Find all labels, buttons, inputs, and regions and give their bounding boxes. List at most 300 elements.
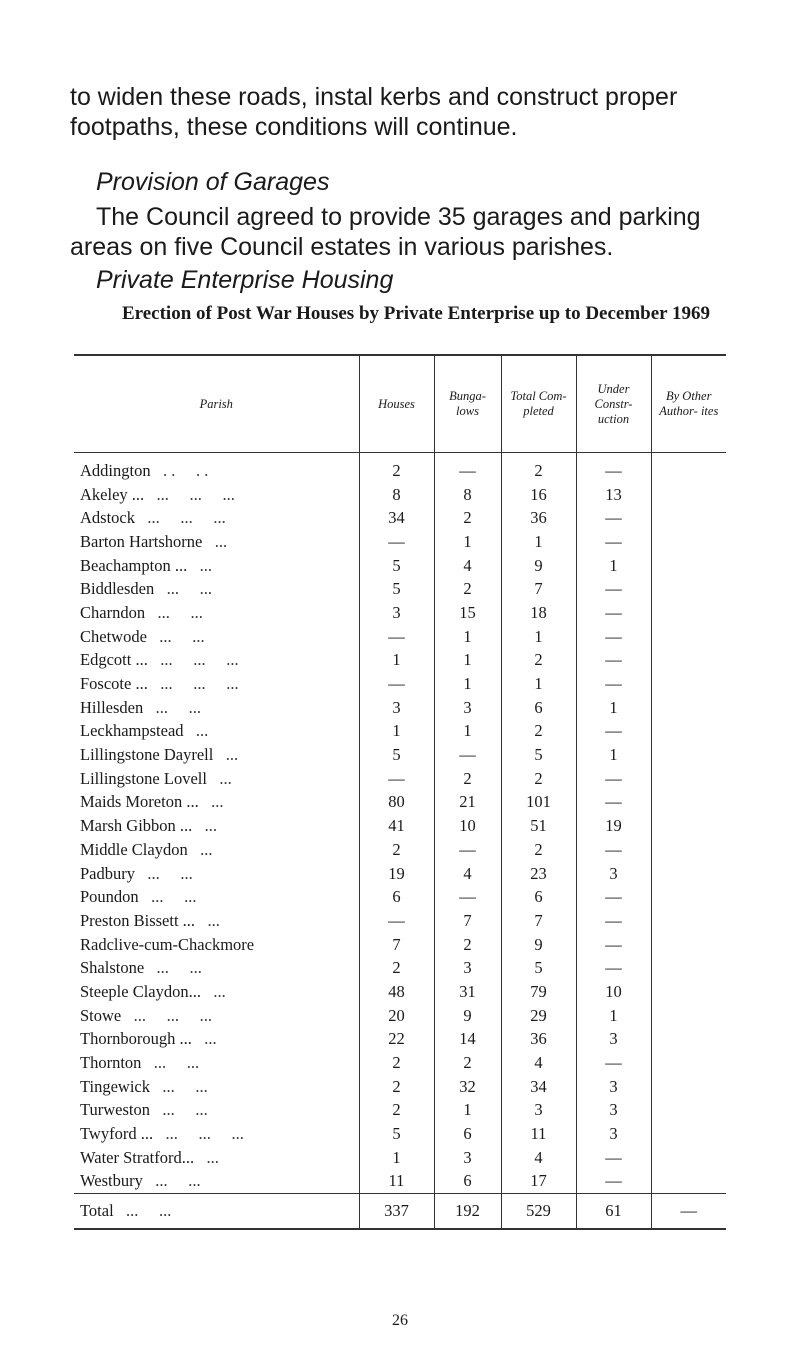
table-row bbox=[74, 791, 726, 815]
houses-cell: — bbox=[359, 909, 434, 933]
under-cell: — bbox=[576, 720, 651, 744]
under-cell: — bbox=[576, 885, 651, 909]
houses-cell: 5 bbox=[359, 554, 434, 578]
header-parish: Parish bbox=[74, 355, 359, 453]
houses-cell: 5 bbox=[359, 743, 434, 767]
table-row bbox=[74, 649, 726, 673]
under-cell: — bbox=[576, 838, 651, 862]
leader-dots: ... ... bbox=[126, 1201, 172, 1221]
other-cell bbox=[651, 1170, 726, 1194]
parish-name: Radclive-cum-Chackmore bbox=[80, 934, 255, 954]
total-cell: 2 bbox=[501, 453, 576, 483]
table-row bbox=[74, 1075, 726, 1099]
garages-heading: Provision of Garages bbox=[96, 168, 330, 196]
table-row bbox=[74, 625, 726, 649]
parish-cell bbox=[74, 453, 359, 483]
houses-cell: 7 bbox=[359, 933, 434, 957]
parish-cell bbox=[74, 1194, 359, 1230]
leader-dots: ... ... ... bbox=[133, 1005, 212, 1025]
bungalows-cell: 1 bbox=[434, 649, 501, 673]
parish-name: Total bbox=[80, 1201, 114, 1221]
table-header-row bbox=[74, 355, 726, 453]
parish-name: Steeple Claydon... bbox=[80, 981, 201, 1001]
leader-dots: ... bbox=[211, 792, 224, 812]
under-cell: — bbox=[576, 909, 651, 933]
leader-dots: ... ... bbox=[155, 697, 201, 717]
bungalows-cell: 2 bbox=[434, 577, 501, 601]
leader-dots: ... ... bbox=[166, 579, 212, 599]
garages-paragraph: The Council agreed to provide 35 garages and parking areas on five Council estates in various parishes. bbox=[70, 203, 701, 261]
total-cell: 3 bbox=[501, 1099, 576, 1123]
total-cell: 2 bbox=[501, 838, 576, 862]
bungalows-cell: 9 bbox=[434, 1004, 501, 1028]
parish-name: Lillingstone Dayrell bbox=[80, 745, 214, 765]
bungalows-cell: 4 bbox=[434, 554, 501, 578]
under-cell: — bbox=[576, 767, 651, 791]
under-cell: 3 bbox=[576, 1075, 651, 1099]
other-cell bbox=[651, 956, 726, 980]
parish-name: Biddlesden bbox=[80, 579, 155, 599]
houses-cell: — bbox=[359, 767, 434, 791]
leader-dots: ... ... ... bbox=[160, 650, 239, 670]
other-cell bbox=[651, 1075, 726, 1099]
parish-cell bbox=[74, 649, 359, 673]
parish-name: Chetwode bbox=[80, 626, 147, 646]
under-cell: 3 bbox=[576, 1099, 651, 1123]
parish-cell bbox=[74, 1122, 359, 1146]
table-row bbox=[74, 1051, 726, 1075]
other-cell bbox=[651, 1051, 726, 1075]
leader-dots: ... bbox=[225, 745, 239, 765]
houses-cell: 5 bbox=[359, 577, 434, 601]
bungalows-cell: 1 bbox=[434, 672, 501, 696]
leader-dots: ... bbox=[200, 839, 213, 859]
under-cell: 3 bbox=[576, 1028, 651, 1052]
parish-name: Maids Moreton ... bbox=[80, 792, 199, 812]
parish-name: Thornborough ... bbox=[80, 1029, 192, 1049]
bungalows-cell: 8 bbox=[434, 483, 501, 507]
table-row bbox=[74, 743, 726, 767]
parish-name: Lillingstone Lovell bbox=[80, 768, 207, 788]
other-cell bbox=[651, 453, 726, 483]
leader-dots: . . . . bbox=[162, 460, 209, 480]
parish-cell bbox=[74, 1075, 359, 1099]
total-cell: 2 bbox=[501, 649, 576, 673]
total-cell: 17 bbox=[501, 1170, 576, 1194]
parish-cell bbox=[74, 483, 359, 507]
leader-dots: ... ... ... bbox=[165, 1124, 244, 1144]
under-cell: 10 bbox=[576, 980, 651, 1004]
parish-name: Poundon bbox=[80, 887, 139, 907]
parish-name: Akeley ... bbox=[80, 484, 145, 504]
parish-cell bbox=[74, 720, 359, 744]
other-cell bbox=[651, 1004, 726, 1028]
total-row bbox=[74, 1194, 726, 1230]
leader-dots: ... ... bbox=[162, 1100, 208, 1120]
bungalows-cell: 1 bbox=[434, 1099, 501, 1123]
table-row bbox=[74, 554, 726, 578]
bungalows-cell: 2 bbox=[434, 767, 501, 791]
under-cell: — bbox=[576, 649, 651, 673]
leader-dots: ... ... bbox=[155, 1171, 201, 1191]
bungalows-cell: 21 bbox=[434, 791, 501, 815]
under-cell: 1 bbox=[576, 554, 651, 578]
parish-cell bbox=[74, 577, 359, 601]
table-row bbox=[74, 767, 726, 791]
under-cell: — bbox=[576, 577, 651, 601]
table-row bbox=[74, 1028, 726, 1052]
table-row bbox=[74, 814, 726, 838]
parish-name: Charndon bbox=[80, 602, 146, 622]
parish-cell bbox=[74, 1051, 359, 1075]
houses-cell: 11 bbox=[359, 1170, 434, 1194]
other-cell bbox=[651, 767, 726, 791]
houses-cell: 1 bbox=[359, 649, 434, 673]
leader-dots: ... ... bbox=[157, 602, 203, 622]
table-row bbox=[74, 956, 726, 980]
leader-dots: ... bbox=[214, 531, 228, 551]
houses-cell: 2 bbox=[359, 1075, 434, 1099]
total-cell: 11 bbox=[501, 1122, 576, 1146]
other-cell bbox=[651, 506, 726, 530]
under-cell: — bbox=[576, 530, 651, 554]
houses-cell: 2 bbox=[359, 956, 434, 980]
under-cell: 61 bbox=[576, 1194, 651, 1230]
table-row bbox=[74, 1170, 726, 1194]
total-cell: 36 bbox=[501, 506, 576, 530]
bungalows-cell: 3 bbox=[434, 956, 501, 980]
parish-cell bbox=[74, 625, 359, 649]
table-row bbox=[74, 696, 726, 720]
other-cell bbox=[651, 483, 726, 507]
under-cell: 3 bbox=[576, 862, 651, 886]
parish-name: Adstock bbox=[80, 508, 135, 528]
parish-name: Foscote ... bbox=[80, 674, 148, 694]
other-cell bbox=[651, 625, 726, 649]
parish-name: Middle Claydon bbox=[80, 839, 188, 859]
total-cell: 9 bbox=[501, 933, 576, 957]
other-cell bbox=[651, 530, 726, 554]
leader-dots: ... ... ... bbox=[160, 674, 239, 694]
total-cell: 79 bbox=[501, 980, 576, 1004]
header-houses: Houses bbox=[359, 355, 434, 453]
bungalows-cell: 3 bbox=[434, 1146, 501, 1170]
total-cell: 6 bbox=[501, 885, 576, 909]
houses-cell: 20 bbox=[359, 1004, 434, 1028]
table-row bbox=[74, 1146, 726, 1170]
leader-dots: ... bbox=[195, 721, 209, 741]
houses-cell: — bbox=[359, 625, 434, 649]
houses-cell: 34 bbox=[359, 506, 434, 530]
table-row bbox=[74, 1122, 726, 1146]
parish-cell bbox=[74, 1170, 359, 1194]
parish-name: Westbury bbox=[80, 1171, 143, 1191]
parish-cell bbox=[74, 506, 359, 530]
parish-cell bbox=[74, 696, 359, 720]
other-cell bbox=[651, 885, 726, 909]
parish-name: Water Stratford... bbox=[80, 1147, 195, 1167]
table-row bbox=[74, 862, 726, 886]
intro-paragraph: to widen these roads, instal kerbs and construct proper footpaths, these conditions will continue. bbox=[70, 83, 678, 141]
header-under-construction: Under Constr- uction bbox=[576, 355, 651, 453]
bungalows-cell: 6 bbox=[434, 1170, 501, 1194]
other-cell bbox=[651, 1028, 726, 1052]
total-cell: 1 bbox=[501, 625, 576, 649]
houses-cell: 48 bbox=[359, 980, 434, 1004]
total-cell: 4 bbox=[501, 1051, 576, 1075]
other-cell bbox=[651, 1146, 726, 1170]
other-cell bbox=[651, 554, 726, 578]
table-row bbox=[74, 483, 726, 507]
leader-dots: ... ... bbox=[156, 958, 202, 978]
total-cell: 2 bbox=[501, 767, 576, 791]
housing-heading: Private Enterprise Housing bbox=[96, 266, 394, 294]
total-cell: 2 bbox=[501, 720, 576, 744]
bungalows-cell: — bbox=[434, 885, 501, 909]
total-cell: 1 bbox=[501, 672, 576, 696]
parish-name: Barton Hartshorne bbox=[80, 531, 203, 551]
other-cell bbox=[651, 838, 726, 862]
houses-cell: 1 bbox=[359, 1146, 434, 1170]
parish-cell bbox=[74, 530, 359, 554]
houses-cell: 19 bbox=[359, 862, 434, 886]
housing-table bbox=[74, 354, 726, 1230]
total-cell: 5 bbox=[501, 956, 576, 980]
bungalows-cell: 14 bbox=[434, 1028, 501, 1052]
other-cell bbox=[651, 791, 726, 815]
total-cell: 29 bbox=[501, 1004, 576, 1028]
houses-cell: — bbox=[359, 672, 434, 696]
houses-cell: 2 bbox=[359, 453, 434, 483]
parish-cell bbox=[74, 791, 359, 815]
bungalows-cell: 10 bbox=[434, 814, 501, 838]
table-row bbox=[74, 601, 726, 625]
total-cell: 23 bbox=[501, 862, 576, 886]
table-row bbox=[74, 453, 726, 483]
other-cell bbox=[651, 743, 726, 767]
other-cell bbox=[651, 672, 726, 696]
under-cell: 19 bbox=[576, 814, 651, 838]
other-cell: — bbox=[651, 1194, 726, 1230]
houses-cell: 1 bbox=[359, 720, 434, 744]
parish-cell bbox=[74, 767, 359, 791]
parish-cell bbox=[74, 1028, 359, 1052]
under-cell: — bbox=[576, 1146, 651, 1170]
table-body bbox=[74, 453, 726, 1230]
table-row bbox=[74, 672, 726, 696]
leader-dots: ... ... bbox=[159, 626, 205, 646]
bungalows-cell: 2 bbox=[434, 506, 501, 530]
under-cell: 13 bbox=[576, 483, 651, 507]
leader-dots: ... ... ... bbox=[156, 484, 235, 504]
parish-name: Edgcott ... bbox=[80, 650, 148, 670]
leader-dots: ... ... bbox=[162, 1076, 208, 1096]
under-cell: — bbox=[576, 956, 651, 980]
parish-cell bbox=[74, 862, 359, 886]
leader-dots: ... bbox=[204, 816, 218, 836]
leader-dots: ... ... ... bbox=[147, 508, 226, 528]
under-cell: — bbox=[576, 601, 651, 625]
houses-cell: 337 bbox=[359, 1194, 434, 1230]
parish-cell bbox=[74, 743, 359, 767]
other-cell bbox=[651, 649, 726, 673]
parish-name: Beachampton ... bbox=[80, 555, 188, 575]
table-row bbox=[74, 838, 726, 862]
under-cell: — bbox=[576, 933, 651, 957]
total-cell: 51 bbox=[501, 814, 576, 838]
bungalows-cell: 4 bbox=[434, 862, 501, 886]
leader-dots: ... bbox=[204, 1029, 217, 1049]
table-row bbox=[74, 980, 726, 1004]
other-cell bbox=[651, 720, 726, 744]
bungalows-cell: 31 bbox=[434, 980, 501, 1004]
parish-cell bbox=[74, 601, 359, 625]
total-cell: 34 bbox=[501, 1075, 576, 1099]
other-cell bbox=[651, 1122, 726, 1146]
total-cell: 7 bbox=[501, 909, 576, 933]
houses-cell: 3 bbox=[359, 696, 434, 720]
other-cell bbox=[651, 696, 726, 720]
table-row bbox=[74, 577, 726, 601]
leader-dots: ... ... bbox=[153, 1053, 200, 1073]
total-cell: 6 bbox=[501, 696, 576, 720]
under-cell: — bbox=[576, 672, 651, 696]
bungalows-cell: 6 bbox=[434, 1122, 501, 1146]
bungalows-cell: 1 bbox=[434, 530, 501, 554]
table-row bbox=[74, 933, 726, 957]
parish-name: Addington bbox=[80, 460, 151, 480]
total-cell: 4 bbox=[501, 1146, 576, 1170]
bungalows-cell: 1 bbox=[434, 625, 501, 649]
parish-cell bbox=[74, 909, 359, 933]
header-total-completed: Total Com- pleted bbox=[501, 355, 576, 453]
parish-name: Stowe bbox=[80, 1005, 122, 1025]
houses-cell: 2 bbox=[359, 1099, 434, 1123]
bungalows-cell: 2 bbox=[434, 933, 501, 957]
parish-name: Tingewick bbox=[80, 1076, 150, 1096]
houses-cell: 22 bbox=[359, 1028, 434, 1052]
houses-cell: — bbox=[359, 530, 434, 554]
houses-cell: 8 bbox=[359, 483, 434, 507]
parish-name: Twyford ... bbox=[80, 1124, 154, 1144]
total-cell: 1 bbox=[501, 530, 576, 554]
leader-dots: ... ... bbox=[147, 863, 193, 883]
under-cell: — bbox=[576, 506, 651, 530]
parish-cell bbox=[74, 1146, 359, 1170]
table-row bbox=[74, 1099, 726, 1123]
under-cell: — bbox=[576, 791, 651, 815]
total-cell: 16 bbox=[501, 483, 576, 507]
houses-cell: 2 bbox=[359, 838, 434, 862]
under-cell: 3 bbox=[576, 1122, 651, 1146]
bungalows-cell: — bbox=[434, 743, 501, 767]
houses-cell: 6 bbox=[359, 885, 434, 909]
total-cell: 7 bbox=[501, 577, 576, 601]
total-cell: 5 bbox=[501, 743, 576, 767]
bungalows-cell: 15 bbox=[434, 601, 501, 625]
houses-cell: 3 bbox=[359, 601, 434, 625]
houses-cell: 41 bbox=[359, 814, 434, 838]
table-row bbox=[74, 530, 726, 554]
table-row bbox=[74, 885, 726, 909]
other-cell bbox=[651, 577, 726, 601]
houses-cell: 80 bbox=[359, 791, 434, 815]
bungalows-cell: 192 bbox=[434, 1194, 501, 1230]
header-bungalows: Bunga- lows bbox=[434, 355, 501, 453]
table-caption: Erection of Post War Houses by Private Enterprise up to December 1969 bbox=[121, 303, 711, 324]
page-number: 26 bbox=[392, 1312, 408, 1329]
parish-cell bbox=[74, 672, 359, 696]
under-cell: — bbox=[576, 625, 651, 649]
parish-cell bbox=[74, 1099, 359, 1123]
bungalows-cell: — bbox=[434, 453, 501, 483]
total-cell: 18 bbox=[501, 601, 576, 625]
parish-name: Turweston bbox=[80, 1100, 150, 1120]
parish-name: Thornton bbox=[80, 1053, 142, 1073]
under-cell: 1 bbox=[576, 1004, 651, 1028]
table-row bbox=[74, 1004, 726, 1028]
parish-name: Marsh Gibbon ... bbox=[80, 816, 193, 836]
parish-cell bbox=[74, 838, 359, 862]
parish-cell bbox=[74, 1004, 359, 1028]
leader-dots: ... bbox=[206, 1147, 219, 1167]
other-cell bbox=[651, 933, 726, 957]
header-other-authorities: By Other Author- ites bbox=[651, 355, 726, 453]
leader-dots: ... ... bbox=[151, 887, 197, 907]
other-cell bbox=[651, 980, 726, 1004]
parish-cell bbox=[74, 956, 359, 980]
parish-cell bbox=[74, 814, 359, 838]
parish-cell bbox=[74, 933, 359, 957]
other-cell bbox=[651, 1099, 726, 1123]
parish-name: Preston Bissett ... bbox=[80, 910, 196, 930]
table-row bbox=[74, 720, 726, 744]
parish-name: Shalstone bbox=[80, 958, 145, 978]
other-cell bbox=[651, 601, 726, 625]
table-row bbox=[74, 909, 726, 933]
total-cell: 36 bbox=[501, 1028, 576, 1052]
total-cell: 101 bbox=[501, 791, 576, 815]
total-cell: 9 bbox=[501, 554, 576, 578]
leader-dots: ... bbox=[199, 555, 212, 575]
under-cell: 1 bbox=[576, 743, 651, 767]
other-cell bbox=[651, 814, 726, 838]
bungalows-cell: 32 bbox=[434, 1075, 501, 1099]
bungalows-cell: 3 bbox=[434, 696, 501, 720]
under-cell: — bbox=[576, 453, 651, 483]
parish-name: Padbury bbox=[80, 863, 135, 883]
leader-dots: ... bbox=[219, 768, 232, 788]
houses-cell: 5 bbox=[359, 1122, 434, 1146]
table-row bbox=[74, 506, 726, 530]
parish-name: Hillesden bbox=[80, 697, 144, 717]
other-cell bbox=[651, 862, 726, 886]
parish-cell bbox=[74, 980, 359, 1004]
bungalows-cell: 1 bbox=[434, 720, 501, 744]
total-cell: 529 bbox=[501, 1194, 576, 1230]
bungalows-cell: — bbox=[434, 838, 501, 862]
other-cell bbox=[651, 909, 726, 933]
under-cell: — bbox=[576, 1051, 651, 1075]
under-cell: 1 bbox=[576, 696, 651, 720]
parish-cell bbox=[74, 554, 359, 578]
houses-cell: 2 bbox=[359, 1051, 434, 1075]
bungalows-cell: 7 bbox=[434, 909, 501, 933]
leader-dots: ... bbox=[213, 981, 226, 1001]
leader-dots: ... bbox=[207, 910, 220, 930]
parish-cell bbox=[74, 885, 359, 909]
bungalows-cell: 2 bbox=[434, 1051, 501, 1075]
